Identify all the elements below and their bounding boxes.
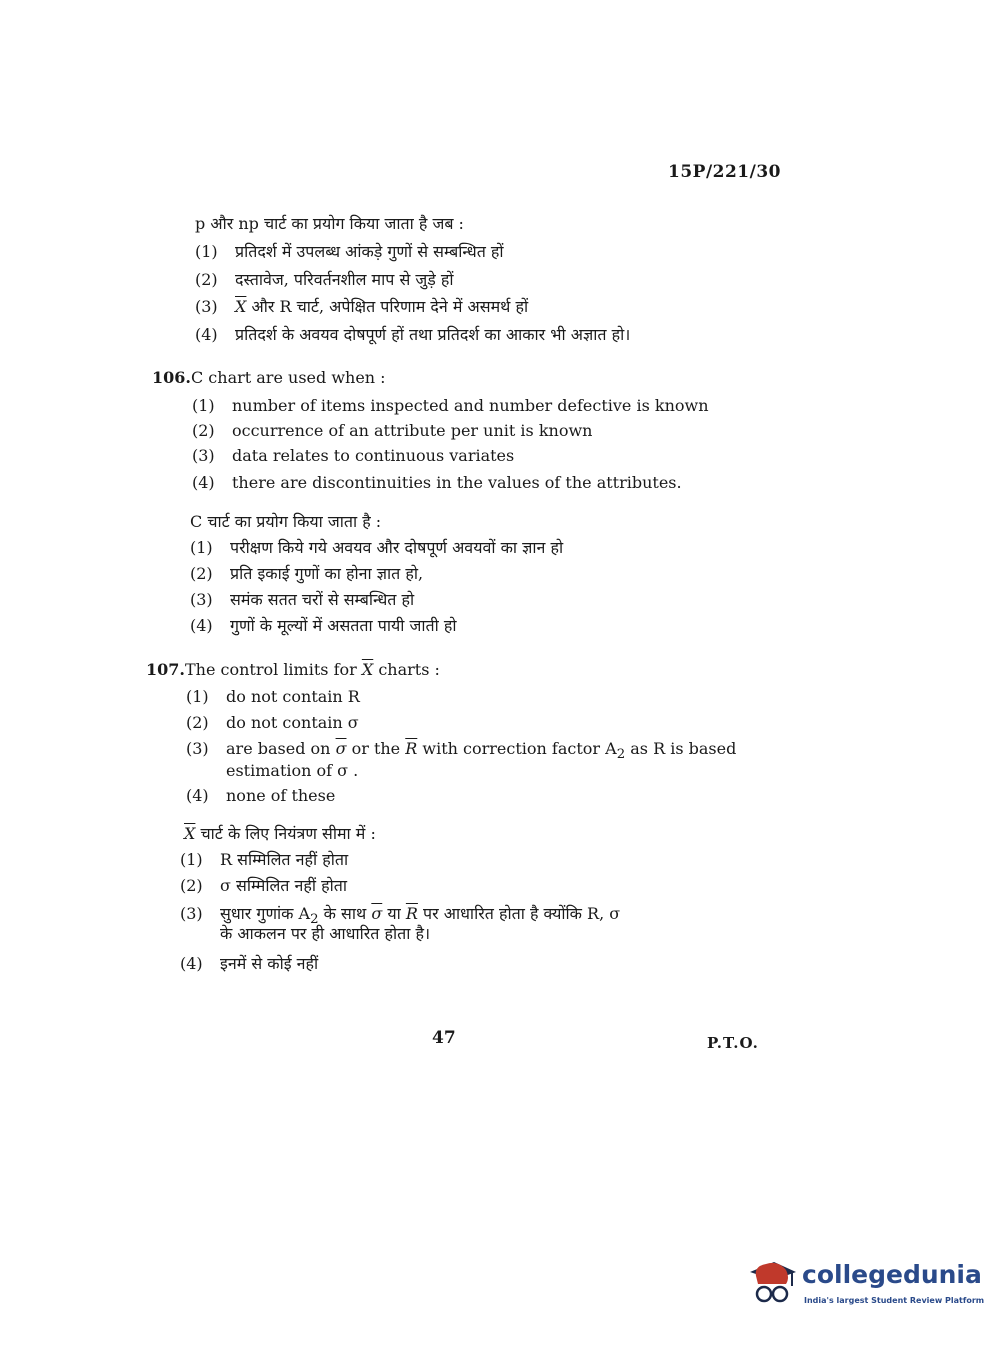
q106-hi-option-3: (3) समंक सतत चरों से सम्बन्धित हो xyxy=(190,590,415,609)
q106-option-2: (2) occurrence of an attribute per unit is known xyxy=(192,421,593,440)
logo-tagline: India's largest Student Review Platform xyxy=(804,1296,985,1305)
q107-hi-option-3-line2: के आकलन पर ही आधारित होता है। xyxy=(220,924,431,943)
q107-stem: 107.The control limits for $\overline{X}$ charts : xyxy=(146,660,440,679)
q106-option-3: (3) data relates to continuous variates xyxy=(192,446,515,465)
q107-hi-option-1: (1) R सम्मिलित नहीं होता xyxy=(180,850,349,869)
mascot-icon xyxy=(744,1254,800,1310)
q107-hi-option-4: (4) इनमें से कोई नहीं xyxy=(180,954,319,973)
q105-hi-option-1: (1) प्रतिदर्श में उपलब्ध आंकड़े गुणों से सम्बन्धित हों xyxy=(195,242,504,261)
paper-code: 15P/221/30 xyxy=(668,162,782,182)
q105-hi-option-2: (2) दस्तावेज, परिवर्तनशील माप से जुड़े हों xyxy=(195,270,454,289)
q106-option-1: (1) number of items inspected and number defective is known xyxy=(192,396,709,415)
q106-option-4: (4) there are discontinuities in the values of the attributes. xyxy=(192,473,682,492)
q106-hi-option-4: (4) गुणों के मूल्यों में असतता पायी जाती हो xyxy=(190,616,457,635)
q107-option-3: (3) are based on $\overline{\sigma}$ or the $\overline{R}$ with correction factor $A_2$ as R is based xyxy=(186,739,737,763)
q105-hi-option-3: (3) $\overline{X}$ और R चार्ट, अपेक्षित परिणाम देने में असमर्थ हों xyxy=(195,297,529,316)
q107-option-4: (4) none of these xyxy=(186,786,336,805)
pto-label: P.T.O. xyxy=(707,1034,759,1052)
logo-wordmark: collegedunia xyxy=(802,1260,982,1289)
q106-hi-stem: C चार्ट का प्रयोग किया जाता है : xyxy=(190,512,382,531)
q106-stem: 106.C chart are used when : xyxy=(152,368,386,387)
q105-hi-stem: p और np चार्ट का प्रयोग किया जाता है जब : xyxy=(195,214,464,233)
q107-option-2: (2) do not contain σ xyxy=(186,713,359,732)
q107-hi-stem: $\overline{X}$ चार्ट के लिए नियंत्रण सीमा में : xyxy=(184,824,376,843)
collegedunia-logo xyxy=(744,1254,985,1324)
page-number: 47 xyxy=(432,1028,456,1048)
q105-hi-option-4: (4) प्रतिदर्श के अवयव दोषपूर्ण हों तथा प्रतिदर्श का आकार भी अज्ञात हो। xyxy=(195,325,631,344)
q107-option-1: (1) do not contain R xyxy=(186,687,360,706)
q106-hi-option-2: (2) प्रति इकाई गुणों का होना ज्ञात हो, xyxy=(190,564,424,583)
q107-option-3-line2: estimation of σ . xyxy=(226,761,359,780)
q107-hi-option-3: (3) सुधार गुणांक $A_2$ के साथ $\overline{\sigma}$ या $\overline{R}$ पर आधारित होता है क्योंकि R, σ xyxy=(180,904,621,928)
q106-hi-option-1: (1) परीक्षण किये गये अवयव और दोषपूर्ण अवयवों का ज्ञान हो xyxy=(190,538,564,557)
q107-hi-option-2: (2) σ सम्मिलित नहीं होता xyxy=(180,876,348,895)
